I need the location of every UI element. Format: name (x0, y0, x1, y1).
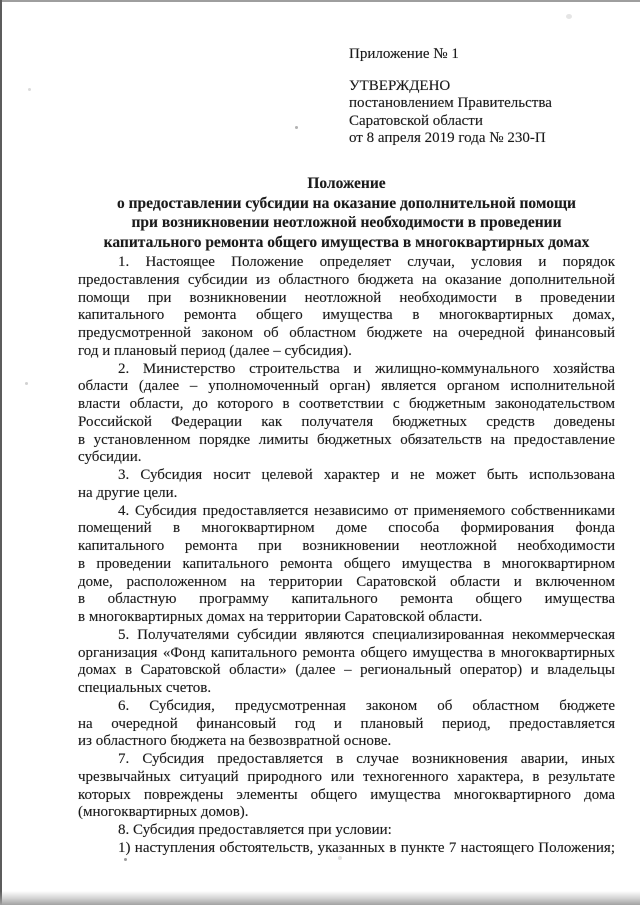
body-line: субсидии. (78, 449, 142, 466)
scan-speck (295, 126, 298, 129)
body-line: год и плановый период (далее – субсидия). (78, 342, 352, 359)
body-line: помощи при возникновении неотложной необходимости в проведении (78, 289, 615, 306)
page-top-edge (0, 0, 640, 2)
body-line: в областную программу капитального ремонта общего имущества (78, 591, 615, 608)
body-line: в установленном порядке лимиты бюджетных обязательств на предоставление (78, 431, 615, 448)
body-line: Российской Федерации как получателя бюджетных средств доведены (78, 413, 615, 430)
paragraph (78, 698, 615, 751)
approval-block (349, 46, 552, 148)
body-line: 2. Министерство строительства и жилищно-коммунального хозяйства (118, 360, 615, 377)
body-line: 7. Субсидия предоставляется в случае возникновения аварии, иных (118, 751, 615, 767)
page-left-edge (0, 0, 2, 905)
scan-speck (28, 88, 31, 91)
body-line: 1) наступления обстоятельств, указанных в пункте 7 настоящего Положения; (118, 839, 615, 856)
title-line: о предоставлении субсидии на оказание дополнительной помощи (117, 194, 576, 212)
body-line: предусмотренной законом об областном бюджете на очередной финансовый (78, 325, 615, 341)
title-line: при возникновении неотложной необходимости в проведении (131, 214, 562, 232)
body-line: на другие цели. (78, 484, 178, 501)
approval-line: от 8 апреля 2019 года № 230-П (349, 130, 546, 146)
body-line: доме, расположенном на территории Саратовской области и включенном (78, 573, 615, 590)
scan-speck (25, 382, 28, 385)
body-line: в многоквартирных домах на территории Саратовской области. (78, 609, 483, 625)
page-bottom-shadow (0, 891, 640, 905)
body-line: области (далее – уполномоченный орган) является органом исполнительной (78, 378, 615, 395)
paragraph (78, 627, 615, 698)
body-line: 8. Субсидия предоставляется при условии: (118, 822, 392, 838)
body-line: предоставления субсидии из областного бюджета на оказание дополнительной (78, 271, 615, 288)
approval-lines-container (349, 78, 552, 148)
paragraph (78, 467, 615, 503)
appendix-label: Приложение № 1 (349, 46, 459, 62)
paragraph (78, 840, 615, 858)
body-line: капитального ремонта общего имущества в многоквартирных домах, (78, 307, 615, 324)
body-line: 1. Настоящее Положение определяет случаи, условия и порядок (118, 254, 615, 270)
body-line: помещений в многоквартирном доме способа формирования фонда (78, 520, 615, 537)
document-body (78, 254, 615, 858)
scan-speck (124, 858, 127, 861)
body-line: чрезвычайных ситуаций природного или техногенного характера, в результате (78, 768, 615, 785)
paragraph (78, 503, 615, 627)
body-line: на очередной финансовый год и плановый период, предоставляется (78, 715, 615, 732)
body-line: домах в Саратовской области» (далее – региональный оператор) и владельцы (78, 662, 615, 679)
paragraph (78, 361, 615, 468)
body-line: 4. Субсидия предоставляется независимо от применяемого собственниками (118, 502, 615, 519)
paragraph (78, 751, 615, 822)
paragraph (78, 254, 615, 361)
body-line: 3. Субсидия носит целевой характер и не может быть использована (118, 467, 615, 483)
paragraph (78, 822, 615, 840)
approval-line: УТВЕРЖДЕНО (349, 77, 451, 94)
body-line: власти области, до которого в соответствии с бюджетным законодательством (78, 396, 615, 412)
title-line: Положение (307, 175, 386, 192)
scan-speck (566, 14, 572, 19)
body-line: 5. Получателями субсидии являются специализированная некоммерческая (118, 626, 615, 643)
body-line: в проведении капитального ремонта общего имущества в многоквартирном (78, 555, 615, 572)
body-line: капитального ремонта при возникновении неотложной необходимости (78, 538, 615, 554)
body-line: специальных счетов. (78, 680, 212, 696)
body-line: организация «Фонд капитального ремонта общего имущества в многоквартирных (78, 644, 615, 661)
approval-line: постановлением Правительства (349, 95, 552, 111)
approval-line: Саратовской области (349, 112, 483, 129)
document-title (78, 174, 615, 252)
body-line: (многоквартирных домов). (78, 804, 249, 821)
title-line: капитального ремонта общего имущества в многоквартирных домах (103, 233, 590, 251)
body-line: 6. Субсидия, предусмотренная законом об областном бюджете (118, 697, 615, 714)
body-line: из областного бюджета на безвозвратной основе. (78, 733, 392, 750)
body-line: которых повреждены элементы общего имущества многоквартирного дома (78, 786, 615, 803)
